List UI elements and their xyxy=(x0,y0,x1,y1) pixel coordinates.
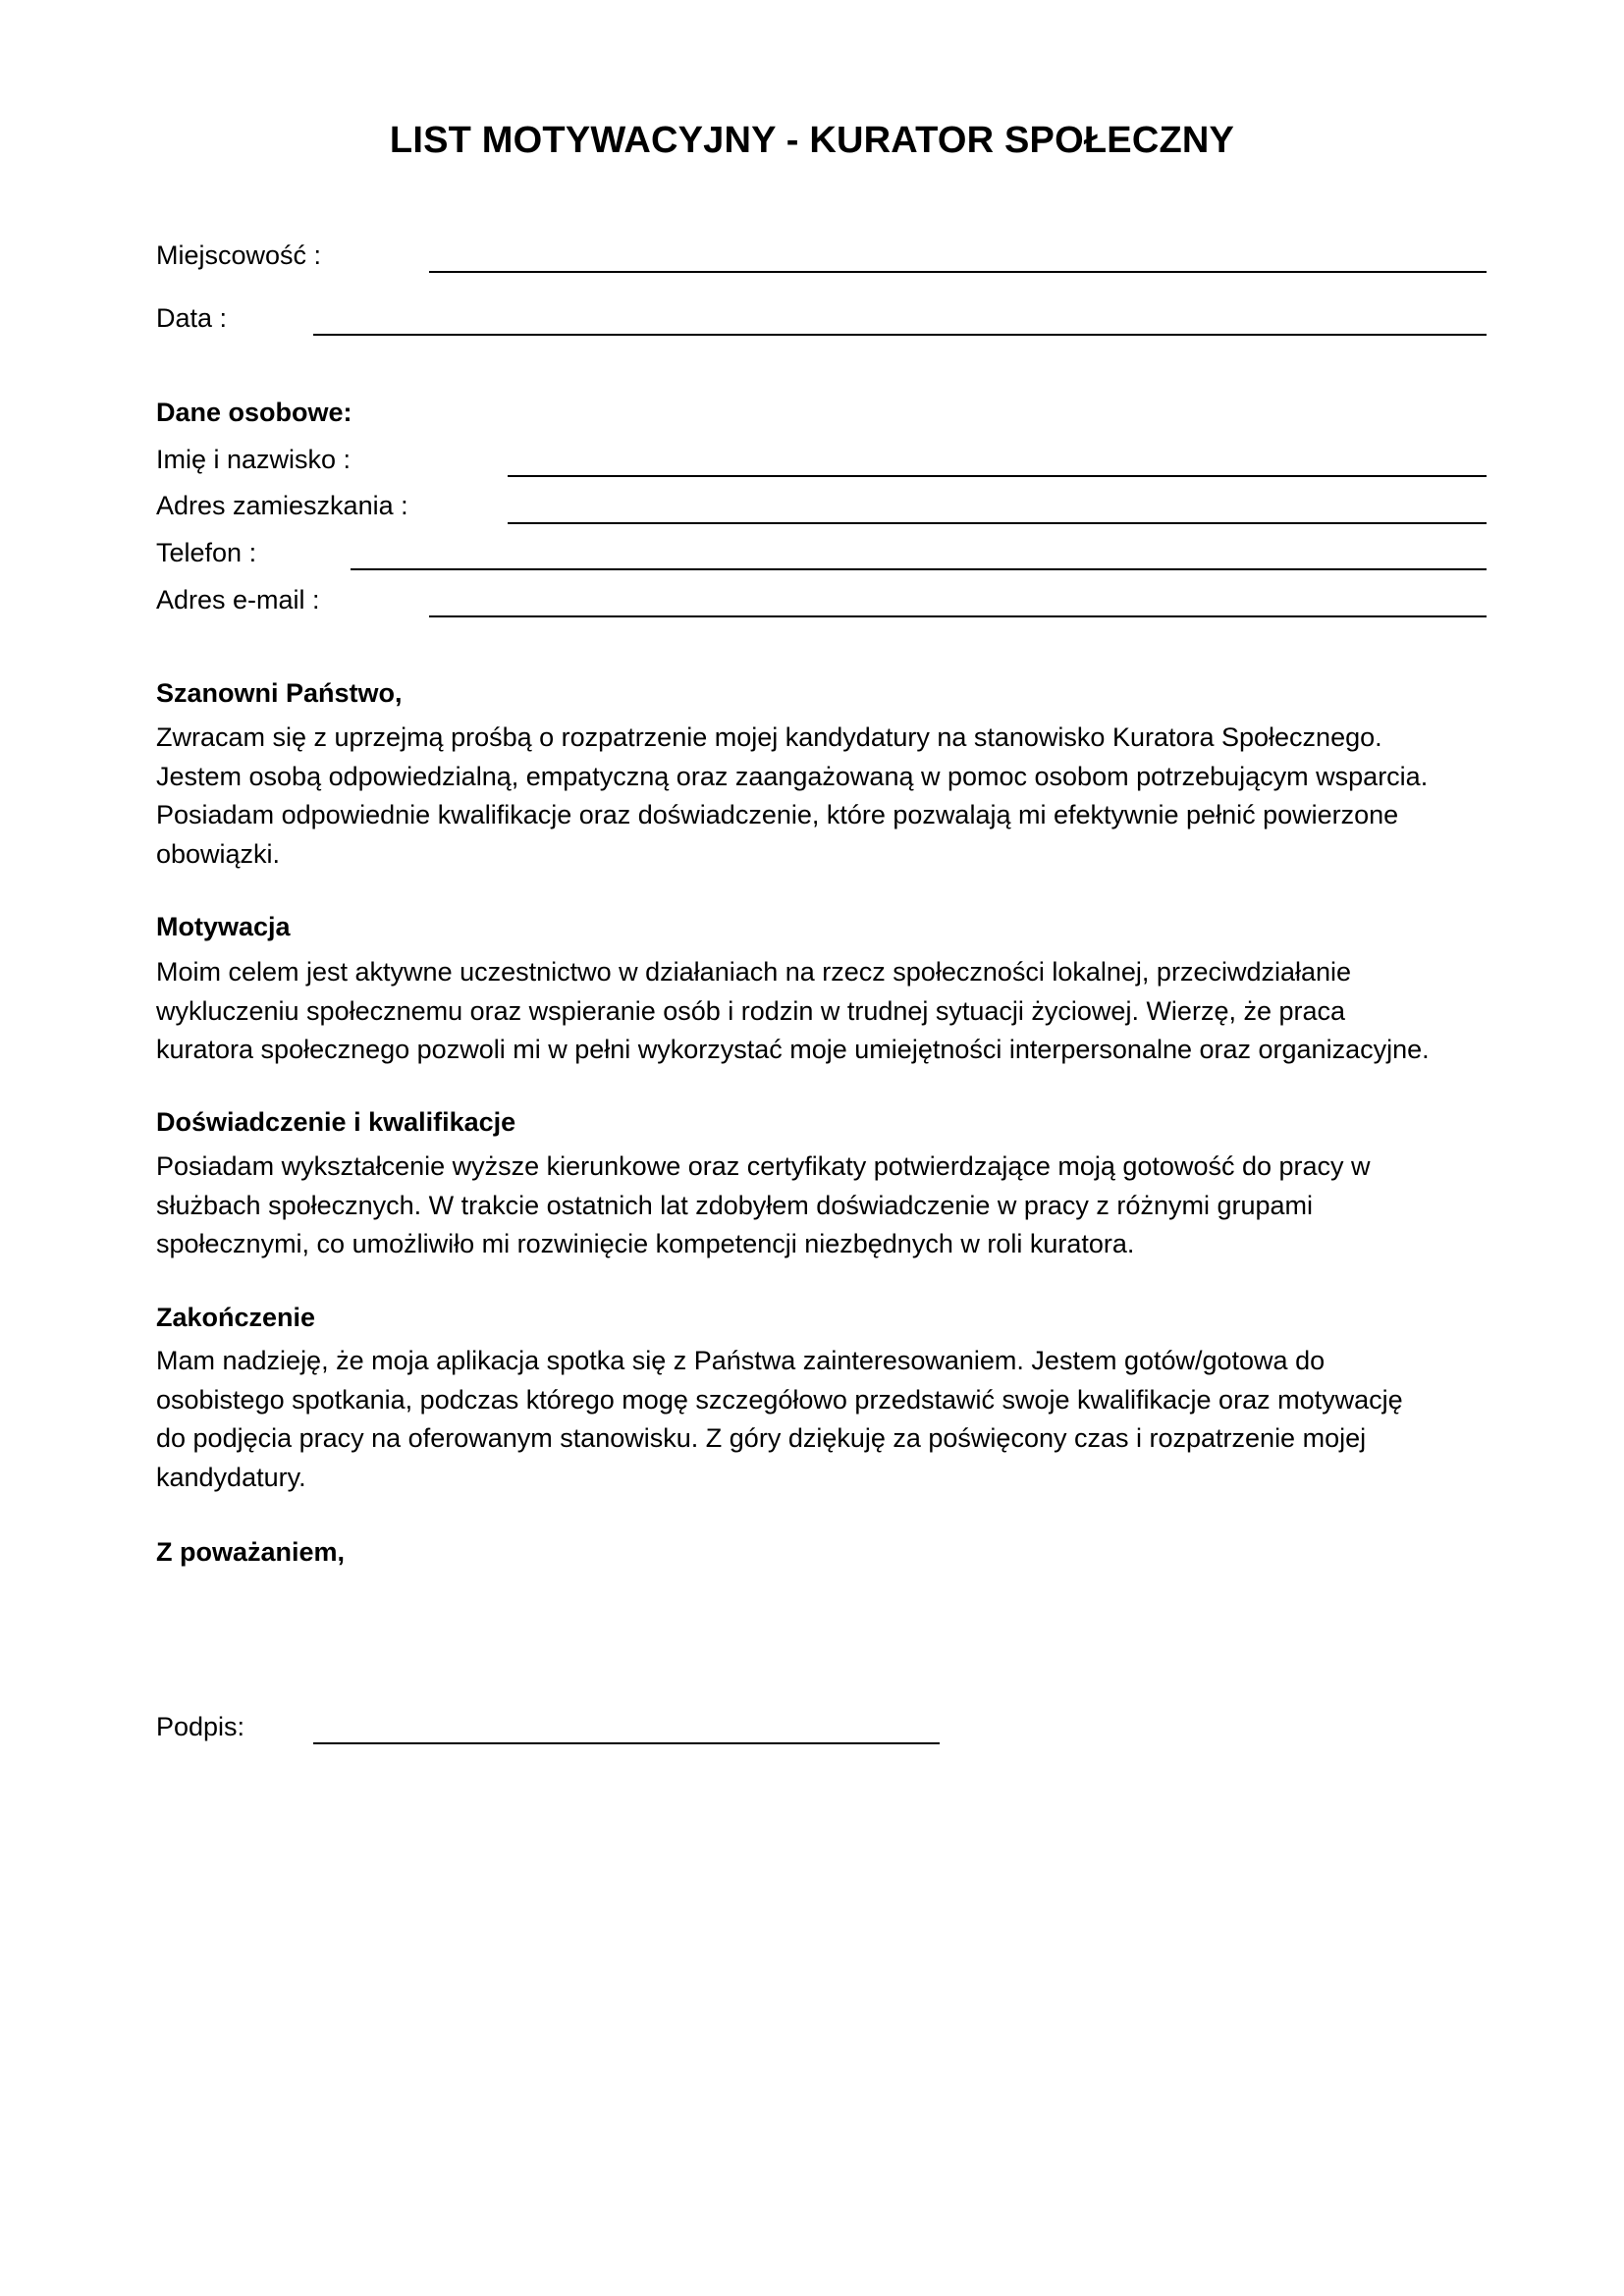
greeting-paragraph xyxy=(156,719,1531,874)
address-label: Adres zamieszkania : xyxy=(156,491,408,520)
paragraph-line: do podjęcia pracy na oferowanym stanowisku. Z góry dziękuję za poświęcony czas i rozpatrzenie mojej xyxy=(156,1423,1367,1453)
paragraph-line: wykluczeniu społecznemu oraz wspieranie osób i rodzin w trudnej sytuacji życiowej. Wierzę, że praca xyxy=(156,995,1346,1026)
signature-label: Podpis: xyxy=(156,1712,245,1741)
name-label: Imię i nazwisko : xyxy=(156,445,352,474)
closing-heading: Zakończenie xyxy=(156,1303,316,1332)
date-field-line[interactable] xyxy=(313,334,1487,336)
address-field-line[interactable] xyxy=(508,522,1487,524)
phone-field-line[interactable] xyxy=(351,568,1487,570)
paragraph-line: Zwracam się z uprzejmą prośbą o rozpatrzenie mojej kandydatury na stanowisko Kuratora Społecznego. xyxy=(156,722,1382,752)
paragraph-line: osobistego spotkania, podczas którego mogę szczegółowo przedstawić swoje kwalifikacje oraz motywację xyxy=(156,1384,1403,1415)
experience-heading: Doświadczenie i kwalifikacje xyxy=(156,1107,516,1137)
document-title: LIST MOTYWACYJNY - KURATOR SPOŁECZNY xyxy=(389,120,1235,161)
paragraph-line: Mam nadzieję, że moja aplikacja spotka się z Państwa zainteresowaniem. Jestem gotów/gotowa do xyxy=(156,1346,1326,1375)
paragraph-line: kuratora społecznego pozwoli mi w pełni wykorzystać moje umiejętności interpersonalne oraz organizacyjne. xyxy=(156,1035,1430,1064)
place-field-line[interactable] xyxy=(429,271,1487,273)
paragraph-line: Jestem osobą odpowiedzialną, empatyczną oraz zaangażowaną w pomoc osobom potrzebującym wsparcia. xyxy=(156,761,1429,791)
place-label: Miejscowość : xyxy=(156,240,322,270)
greeting-heading: Szanowni Państwo, xyxy=(156,678,403,708)
date-label: Data : xyxy=(156,303,228,333)
email-field-line[interactable] xyxy=(429,615,1487,617)
motivation-paragraph xyxy=(156,953,1531,1070)
paragraph-line: obowiązki. xyxy=(156,838,281,869)
regards-text: Z poważaniem, xyxy=(156,1537,346,1567)
paragraph-line: Posiadam odpowiednie kwalifikacje oraz doświadczenie, które pozwalają mi efektywnie pełnić powierzone xyxy=(156,800,1399,829)
signature-field-line[interactable] xyxy=(313,1742,940,1744)
email-label: Adres e-mail : xyxy=(156,585,320,614)
name-field-line[interactable] xyxy=(508,475,1487,477)
motivation-heading: Motywacja xyxy=(156,912,291,941)
experience-paragraph xyxy=(156,1148,1531,1264)
paragraph-line: kandydatury. xyxy=(156,1462,306,1492)
personal-data-heading: Dane osobowe: xyxy=(156,398,352,427)
paragraph-line: służbach społecznych. W trakcie ostatnich lat zdobyłem doświadczenie w pracy z różnymi grupami xyxy=(156,1190,1313,1220)
paragraph-line: społecznymi, co umożliwiło mi rozwinięcie kompetencji niezbędnych w roli kuratora. xyxy=(156,1229,1135,1258)
closing-paragraph xyxy=(156,1342,1531,1497)
paragraph-line: Posiadam wykształcenie wyższe kierunkowe oraz certyfikaty potwierdzające moją gotowość do pracy w xyxy=(156,1151,1371,1181)
paragraph-line: Moim celem jest aktywne uczestnictwo w działaniach na rzecz społeczności lokalnej, przeciwdziałanie xyxy=(156,957,1352,987)
phone-label: Telefon : xyxy=(156,538,257,567)
